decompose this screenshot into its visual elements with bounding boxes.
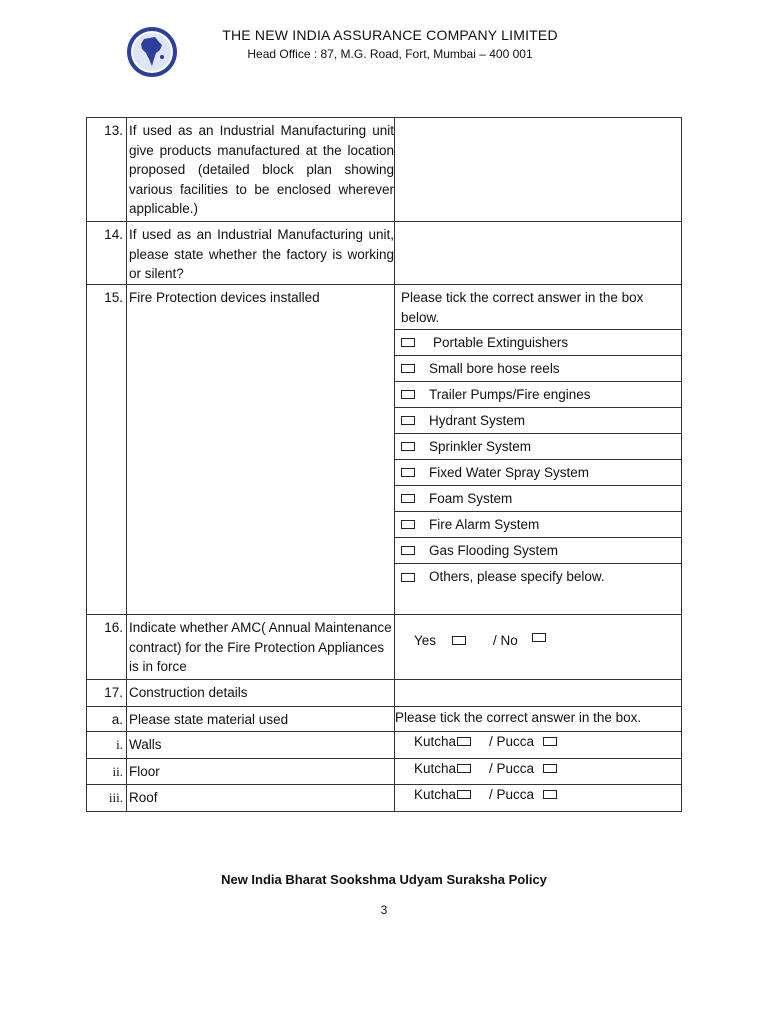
row-q14	[87, 222, 682, 285]
option-label: Sprinkler System	[429, 438, 532, 454]
page-number: 3	[380, 903, 388, 917]
walls-answer	[395, 732, 682, 759]
policy-name: New India Bharat Sookshma Udyam Suraksha Policy	[221, 872, 547, 887]
question-text: Walls	[127, 732, 395, 759]
letterhead	[0, 24, 768, 84]
floor-answer	[395, 759, 682, 785]
checkbox[interactable]	[401, 390, 415, 399]
question-number: ii.	[87, 759, 127, 785]
row-q13	[87, 118, 682, 222]
question-number: 15.	[87, 285, 127, 615]
option-label: Small bore hose reels	[429, 360, 560, 376]
no-checkbox[interactable]	[532, 633, 546, 642]
head-office-address: Head Office : 87, M.G. Road, Fort, Mumbai – 400 001	[247, 47, 533, 61]
option-label: Hydrant System	[429, 412, 526, 428]
question-number: 14.	[87, 222, 127, 285]
option-label: Gas Flooding System	[429, 542, 559, 558]
option-others	[395, 564, 681, 590]
pucca-label: / Pucca	[489, 787, 535, 802]
company-name: THE NEW INDIA ASSURANCE COMPANY LIMITED	[222, 27, 558, 43]
checkbox[interactable]	[401, 520, 415, 529]
proposal-form-table	[86, 117, 682, 812]
pucca-checkbox[interactable]	[543, 737, 557, 746]
answer-field[interactable]	[395, 222, 682, 285]
question-text: Fire Protection devices installed	[127, 285, 395, 615]
kutcha-label: Kutcha	[414, 761, 457, 776]
pucca-label: / Pucca	[489, 761, 535, 776]
row-floor	[87, 759, 682, 785]
option-gas-flooding-system	[395, 538, 681, 564]
answer-field[interactable]	[395, 118, 682, 222]
kutcha-checkbox[interactable]	[457, 764, 471, 773]
checkbox[interactable]	[401, 494, 415, 503]
option-portable-extinguishers	[395, 330, 681, 356]
question-text: Indicate whether AMC( Annual Maintenance contract) for the Fire Protection Appliances is in force	[127, 615, 395, 680]
yes-label: Yes	[414, 633, 437, 648]
question-text: If used as an Industrial Manufacturing unit, please state whether the factory is working or silent?	[127, 222, 395, 285]
roof-answer	[395, 785, 682, 812]
option-label: Trailer Pumps/Fire engines	[429, 386, 591, 402]
answer-field	[395, 680, 682, 707]
row-q17a	[87, 707, 682, 732]
row-q17	[87, 680, 682, 707]
checkbox[interactable]	[401, 338, 415, 347]
pucca-label: / Pucca	[489, 734, 535, 749]
option-fire-alarm-system	[395, 512, 681, 538]
question-text: Floor	[127, 759, 395, 785]
row-q16	[87, 615, 682, 680]
option-small-bore-hose-reels	[395, 356, 681, 382]
option-hydrant-system	[395, 408, 681, 434]
question-number: 16.	[87, 615, 127, 680]
option-sprinkler-system	[395, 434, 681, 460]
checkbox[interactable]	[401, 442, 415, 451]
question-number: 13.	[87, 118, 127, 222]
company-logo-icon	[126, 26, 178, 78]
checkbox[interactable]	[401, 416, 415, 425]
option-label: Portable Extinguishers	[433, 334, 569, 350]
checkbox[interactable]	[401, 468, 415, 477]
question-text: If used as an Industrial Manufacturing unit give products manufactured at the location proposed (detailed block plan showing various facilities to be enclosed wherever applicable.)	[127, 118, 395, 222]
option-foam-system	[395, 486, 681, 512]
yes-checkbox[interactable]	[452, 636, 466, 645]
checkbox[interactable]	[401, 546, 415, 555]
question-number: 17.	[87, 680, 127, 707]
option-label: Foam System	[429, 490, 513, 506]
kutcha-label: Kutcha	[414, 787, 457, 802]
option-label: Fire Alarm System	[429, 516, 540, 532]
option-label: Others, please specify below.	[429, 569, 605, 585]
amc-answer	[395, 615, 682, 680]
pucca-checkbox[interactable]	[543, 764, 557, 773]
fire-protection-options	[395, 285, 682, 615]
instruction-text: Please tick the correct answer in the box.	[395, 707, 682, 732]
pucca-checkbox[interactable]	[543, 790, 557, 799]
option-trailer-pumps	[395, 382, 681, 408]
option-fixed-water-spray	[395, 460, 681, 486]
row-walls	[87, 732, 682, 759]
checkbox[interactable]	[401, 364, 415, 373]
question-number: iii.	[87, 785, 127, 812]
no-label: / No	[493, 633, 518, 648]
row-roof	[87, 785, 682, 812]
question-number: i.	[87, 732, 127, 759]
instruction-text: Please tick the correct answer in the box below.	[395, 285, 681, 330]
question-text: Please state material used	[127, 707, 395, 732]
question-text: Roof	[127, 785, 395, 812]
question-number: a.	[87, 707, 127, 732]
question-text: Construction details	[127, 680, 395, 707]
kutcha-checkbox[interactable]	[457, 790, 471, 799]
row-q15	[87, 285, 682, 615]
checkbox[interactable]	[401, 573, 415, 582]
kutcha-checkbox[interactable]	[457, 737, 471, 746]
option-label: Fixed Water Spray System	[429, 464, 590, 480]
kutcha-label: Kutcha	[414, 734, 457, 749]
